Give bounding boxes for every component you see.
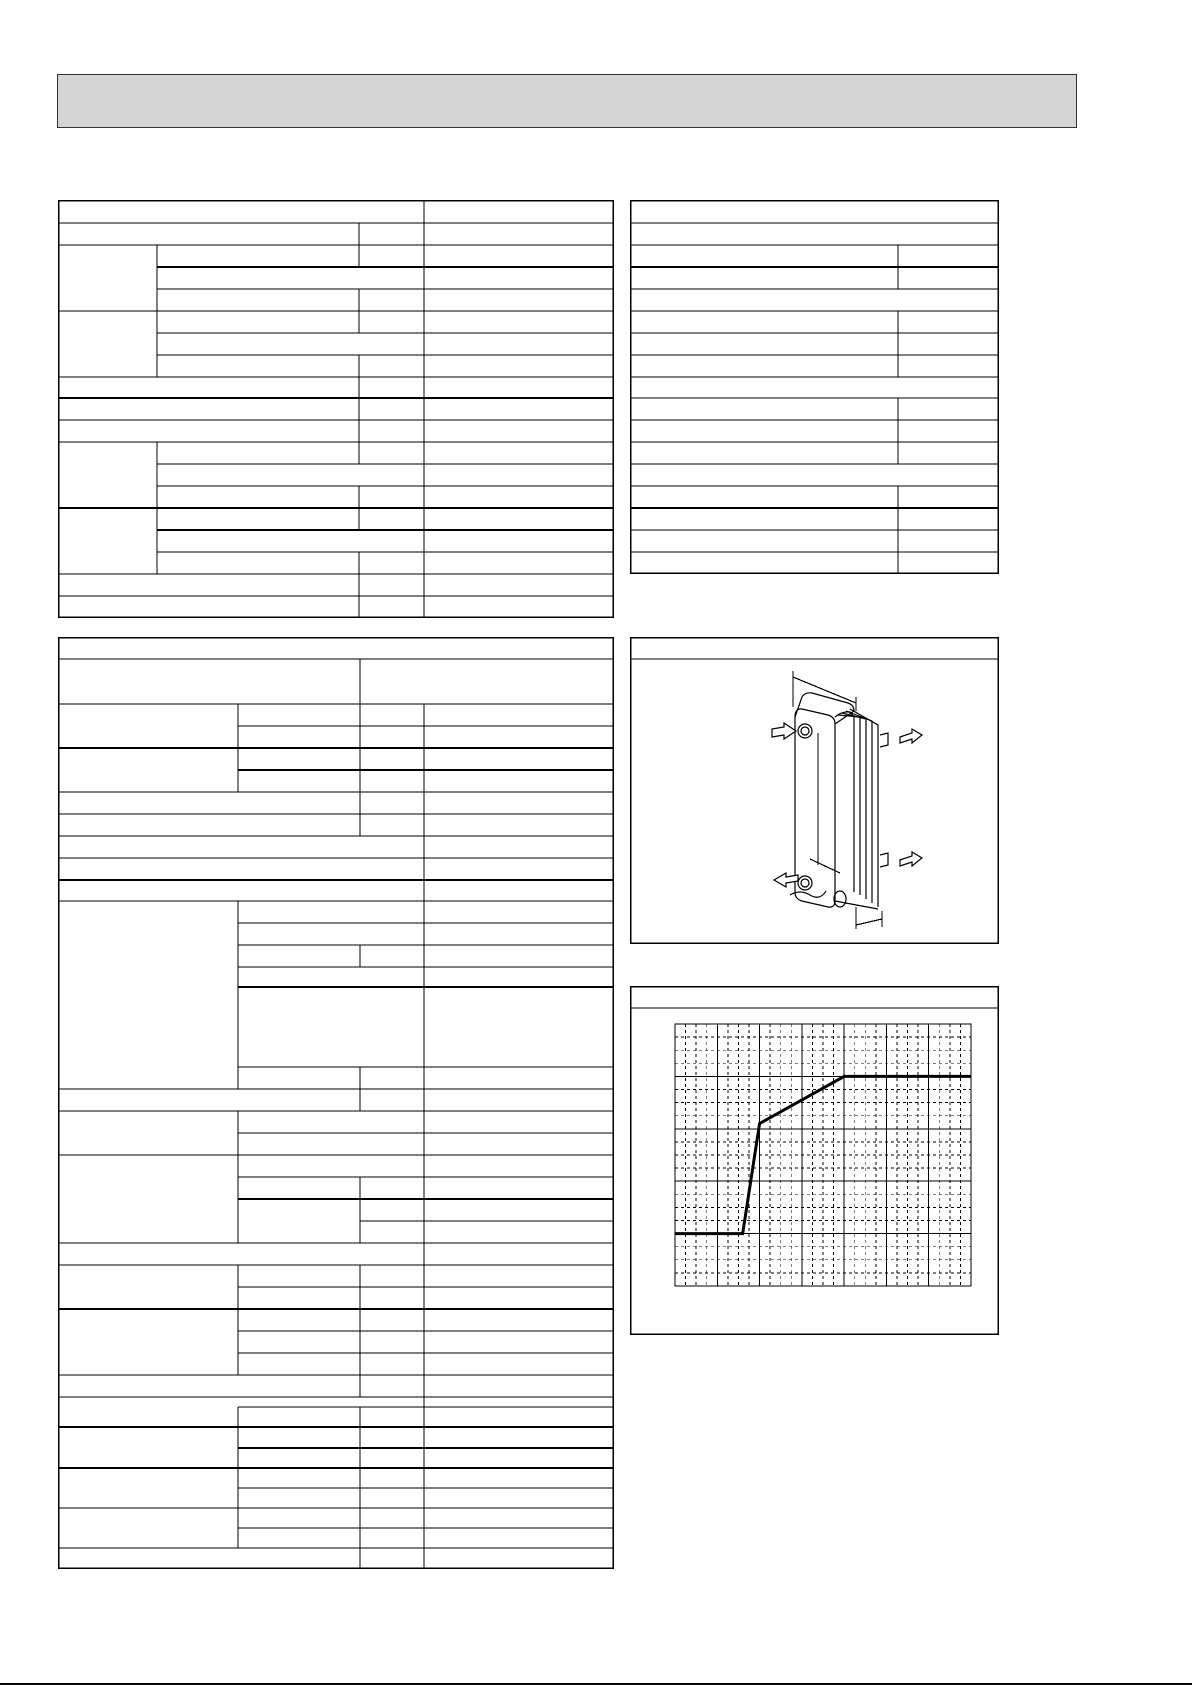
heat-exchanger-panel: [630, 637, 999, 944]
section-header-bar: [57, 74, 1077, 128]
spec-table: [58, 200, 614, 618]
heat-exchanger-drawing: [630, 637, 999, 944]
performance-table: [58, 637, 614, 1569]
parts-table: [630, 200, 999, 574]
characteristic-chart-panel: [630, 986, 999, 1335]
characteristic-chart: [630, 986, 999, 1335]
chart-grid: [675, 1024, 971, 1286]
